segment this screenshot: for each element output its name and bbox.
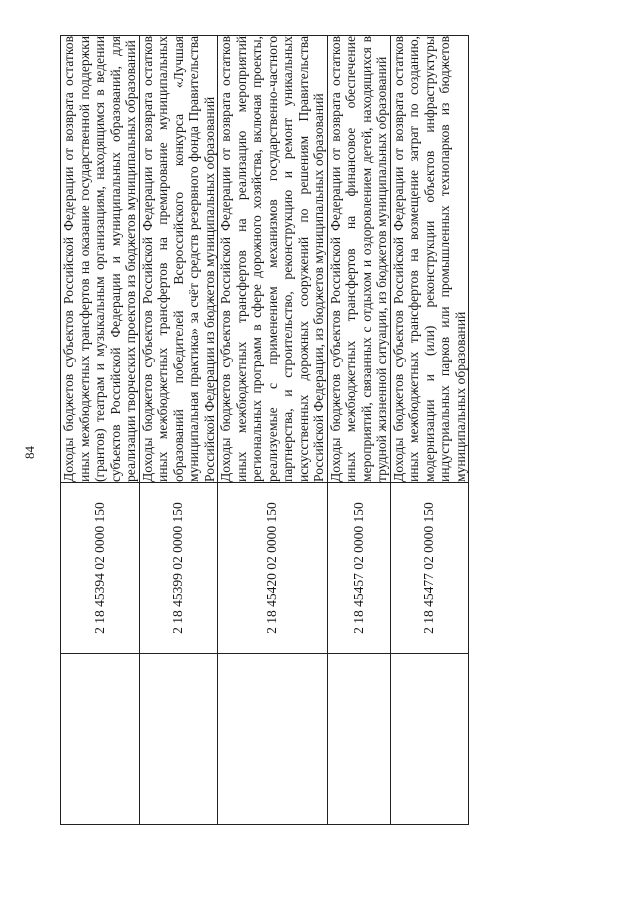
table-row bbox=[139, 36, 218, 825]
description-cell: Доходы бюджетов субъектов Российской Федерации от возврата остатков иных межбюджетных трансфертов на возмещение затрат по созданию, модернизации и (или) реконструкции объектов инфраструктуры индустриальных парков или промышленных технопарков из бюджетов муниципальных образований bbox=[390, 36, 468, 482]
description-cell: Доходы бюджетов субъектов Российской Федерации от возврата остатков иных межбюджетных трансфертов на оказание государственной поддержки (грантов) театрам и музыкальным организациям, находящимся в ведении субъектов Российской Федерации и муниципальных образований, для реализации творческих проектов из бюджетов муниципальных образований bbox=[61, 36, 138, 482]
description-cell: Доходы бюджетов субъектов Российской Федерации от возврата остатков иных межбюджетных трансфертов на финансовое обеспечение мероприятий, связанных с отдыхом и оздоровлением детей, находящихся в трудной жизненной ситуации, из бюджетов муниципальных образований bbox=[327, 36, 389, 482]
page-number: 84 bbox=[22, 446, 37, 459]
table-row bbox=[61, 36, 140, 825]
budget-code-cell: 2 18 45420 02 0000 150 bbox=[218, 483, 328, 654]
table-row bbox=[218, 36, 328, 825]
table-row bbox=[390, 36, 469, 825]
table-row bbox=[327, 36, 390, 825]
budget-code-cell: 2 18 45394 02 0000 150 bbox=[61, 483, 140, 654]
table-cell-blank bbox=[61, 654, 140, 825]
budget-code-cell: 2 18 45477 02 0000 150 bbox=[390, 483, 469, 654]
description-cell: Доходы бюджетов субъектов Российской Федерации от возврата остатков иных межбюджетных трансфертов на премирование муниципальных образований победителей Всероссийского конкурса «Лучшая муниципальная практика» за счёт средств резервного фонда Правительства Российской Федерации из бюджетов муниципальных образований bbox=[139, 36, 217, 482]
table-cell-blank bbox=[327, 654, 390, 825]
budget-code-cell: 2 18 45457 02 0000 150 bbox=[327, 483, 390, 654]
revenue-codes-table bbox=[60, 35, 469, 825]
budget-code-cell: 2 18 45399 02 0000 150 bbox=[139, 483, 218, 654]
description-cell: Доходы бюджетов субъектов Российской Федерации от возврата остатков иных межбюджетных трансфертов на реализацию мероприятий региональных программ в сфере дорожного хозяйства, включая проекты, реализуемые с применением механизмов государственно-частного партнерства, и строительство, реконструкцию и ремонт уникальных искусственных дорожных сооружений по решениям Правительства Российской Федерации, из бюджетов муниципальных образований bbox=[218, 36, 326, 482]
table-cell-blank bbox=[390, 654, 469, 825]
table-cell-blank bbox=[218, 654, 328, 825]
table-cell-blank bbox=[139, 654, 218, 825]
